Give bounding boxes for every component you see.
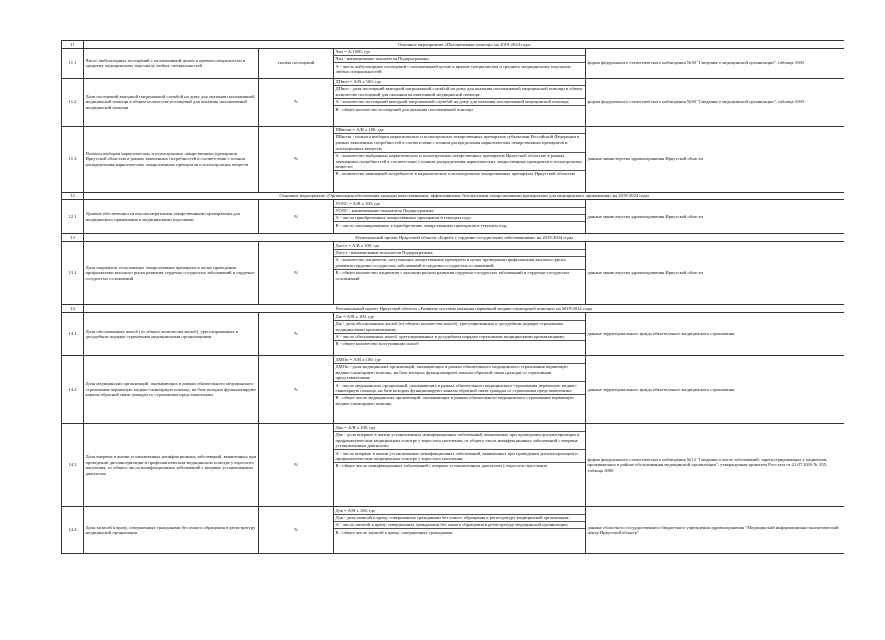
section-number: 11 xyxy=(62,41,84,49)
indicator-row xyxy=(62,356,845,424)
formula-line: А - число медицинских организаций, оказывающих в рамках обязательного медицинского страхования первичную медико-санитарную помощь, на базе которых функционируют каналы обратной связи граждан со страховыми представителями; xyxy=(334,382,585,395)
indicator-row xyxy=(62,424,845,507)
indicator-row xyxy=(62,200,845,234)
indicator-number: 13.1 xyxy=(62,242,84,305)
formula-line: Дво - доля впервые в жизни установленных неинфекционных заболеваний, выявленных при проведении диспансеризации и профилактическом медицинском осмотре у взрослого населения, от общего числа неинфекционных заболеваний с впервые установленным диагнозом; xyxy=(334,432,585,451)
section-number: 13 xyxy=(62,234,84,242)
formula-line: В - общее количество посещений для оказания паллиативной помощи xyxy=(335,106,473,112)
indicator-number: 11.1 xyxy=(62,48,84,78)
indicator-unit: % xyxy=(259,507,334,554)
section-row xyxy=(62,192,845,200)
indicator-source: форма федерального статистического наблюдения №12 "Сведения о числе заболеваний, зарегистрированных у пациентов, проживающих в районе обслуживания медицинской организации", утвержденная приказом Росстата от 21.07.2016 № 355, таблица 3000 xyxy=(586,424,845,507)
indicator-number: 14.2 xyxy=(62,356,84,424)
formula-line: Дпссз - наименование показателя Подпрограммы; xyxy=(334,250,585,257)
formula-line: А - число амбулаторных посещений с паллиативной целью к врачам-специалистам и среднего медицинскому персоналу любых специальностей xyxy=(335,63,572,75)
formula-line: В - общее количество поступивших жалоб xyxy=(335,341,419,347)
formula-line: Дзв = А/В х 100, где xyxy=(334,507,585,514)
indicator-unit: тысяча посещений xyxy=(259,48,334,78)
indicator-number: 14.3 xyxy=(62,424,84,507)
formula-line: УОЛС - наименование показателя Подпрограммы; xyxy=(334,208,585,215)
formula-line: В - общее количество пациентов с высоким риском развития сердечно-сосудистых заболеваний и сердечно-сосудистых осложнений xyxy=(335,270,570,281)
formula-line: В - общее число медицинских организаций, оказывающих в рамках обязательного медицинского страхования первичную медико-санитарную помощь xyxy=(335,395,574,407)
document-page xyxy=(61,40,844,637)
formula-line: УОЛС = А/В х 100, где xyxy=(334,200,585,207)
section-number: 14 xyxy=(62,305,84,313)
indicator-unit: % xyxy=(259,356,334,424)
indicator-formula xyxy=(334,126,586,192)
indicator-name: Уровень обеспеченности высокозатратными лекарственными препаратами для медицинского применения и медицинскими изделиями xyxy=(84,200,259,234)
formula-line: А - число обоснованных жалоб, урегулированных в досудебном порядке страховыми медицинскими организациями; xyxy=(334,334,585,341)
indicator-formula xyxy=(334,242,586,305)
formula-line: Чап = А/1000, где xyxy=(334,49,585,56)
section-title: Основное мероприятие «Паллиативная помощь» на 2019-2024 годы xyxy=(84,41,845,49)
indicator-source: данные министерства здравоохранения Иркутской области xyxy=(586,126,845,192)
table-body xyxy=(62,41,845,554)
section-title: Региональный проект Иркутской области «Развитие системы оказания первичной медико-санитарной помощи» на 2019-2024 годы xyxy=(84,305,845,313)
formula-line: Дзв - доля записей к врачу, совершенных гражданами без очного обращения в регистратуру медицинской организации; xyxy=(334,515,585,522)
formula-line: ДМОп = А/В х 100, где xyxy=(334,356,585,363)
indicator-name: Доля пациентов, получающих лекарственные препараты в целях проведения профилактики высокого риска развития сердечно сосудистых заболеваний и сердечно-сосудистых осложнений xyxy=(84,242,259,305)
formula-line: В - количество заявленной потребности в наркотических и психотропных лекарственных препаратах Иркутской областью xyxy=(335,171,576,177)
formula-line: В - общее число записей к врачу, совершенных гражданами xyxy=(335,529,453,535)
indicator-source: форма федерального статистического наблюдения №30 "Сведения о медицинской организации", таблица 3100 xyxy=(586,78,845,126)
formula-line: ДМОп - доля медицинских организаций, оказывающих в рамках обязательного медицинского страхования первичную медико-санитарную помощь, на базе которых функционируют каналы обратной связи граждан со страховыми представителями; xyxy=(334,364,585,383)
section-row xyxy=(62,305,845,313)
indicator-formula xyxy=(334,48,586,78)
section-title: Основное мероприятие «Организация обеспечения граждан качественными, эффективными, безопасными лекарственными препаратами для медицинского применения» на 2019-2024 годы xyxy=(84,192,845,200)
indicator-formula xyxy=(334,356,586,424)
indicator-formula xyxy=(334,507,586,554)
indicator-source: данные министерства здравоохранения Иркутской области xyxy=(586,200,845,234)
indicator-formula xyxy=(334,424,586,507)
section-row xyxy=(62,41,845,49)
indicator-number: 12.1 xyxy=(62,200,84,234)
indicator-unit: % xyxy=(259,313,334,356)
indicator-name: Число амбулаторных посещений с паллиативной целью к врачам-специалистам и среднему медицинскому персоналу любых специальностей xyxy=(84,48,259,78)
formula-line: А - количество пациентов, получающих лекарственные препараты в целях проведения профилактики высокого риска развития сердечно-сосудистых заболеваний и сердечно-сосудистых осложнений; xyxy=(334,257,585,270)
formula-line: Дж - доля обоснованных жалоб (от общего количества жалоб), урегулированных в досудебном порядке страховыми медицинскими организациями; xyxy=(334,321,585,334)
indicator-source: форма федерального статистического наблюдения №30 "Сведения о медицинской организации", таблица 3100 xyxy=(586,48,845,78)
indicator-name: Доля впервые в жизни установленных неинфекционных заболеваний, выявленных при проведении диспансеризации и профилактическом медицинском осмотре у взрослого населения, от общего числа неинфекционных заболеваний с впервые установленным диагнозом xyxy=(84,424,259,507)
indicator-unit: % xyxy=(259,242,334,305)
indicator-formula xyxy=(334,313,586,356)
formula-line: А - количество посещений выездной патронажной службой на дому для оказания паллиативной медицинской помощи; xyxy=(334,99,585,106)
indicator-row xyxy=(62,48,845,78)
indicator-row xyxy=(62,126,845,192)
formula-line: В - число запланированных к приобретению лекарственных препаратов в текущем году xyxy=(335,222,508,228)
formula-line: А - число записей к врачу, совершенных гражданами без очного обращения в регистратуру медицинской организации; xyxy=(334,522,585,529)
formula-line: Дво = А/В х 100, где xyxy=(334,424,585,431)
formula-line: А - число приобретенных лекарственных препаратов в текущем году; xyxy=(334,215,585,222)
indicator-number: 11.3 xyxy=(62,126,84,192)
indicator-row xyxy=(62,507,845,554)
indicator-formula xyxy=(334,78,586,126)
section-number: 12 xyxy=(62,192,84,200)
formula-line: А - количество выбранных наркотических и психотропных лекарственных препаратов Иркутской областью в рамках заявленных потребностей в соответствии с планом распределения наркотических лекарственных препаратов и психотропных веществ; xyxy=(334,153,585,172)
formula-line: ПВнсип = А/В х 100, где xyxy=(334,127,585,134)
indicator-source: данные территориального фонда обязательного медицинского страхования xyxy=(586,356,845,424)
indicator-unit: % xyxy=(259,78,334,126)
indicator-source: данные областного государственного бюджетного учреждения здравоохранения "Медицинский информационно-аналитический центр Иркутской области" xyxy=(586,507,845,554)
formula-line: ДПвсп - доля посещений выездной патронажной службой на дому для оказания паллиативной медицинской помощи в общем количестве посещений для оказания паллиативной медицинской помощи; xyxy=(334,86,585,99)
section-title: Региональный проект Иркутской области «Борьба с сердечно-сосудистыми заболеваниями» на 2019-2024 годы xyxy=(84,234,845,242)
indicator-number: 14.4 xyxy=(62,507,84,554)
formula-line: ДПвсп = А/В х 100, где xyxy=(334,79,585,86)
indicator-unit: % xyxy=(259,200,334,234)
indicator-formula xyxy=(334,200,586,234)
indicator-row xyxy=(62,242,845,305)
formula-line: Чап - наименование показателя Подпрограммы; xyxy=(334,56,585,63)
formula-line: ПВнсип - полнота выборки наркотических и психотропных лекарственных препаратов субъектами Российской Федерации в рамках заявленных потребностей в соответствии с планом распределения наркотических лекарственных препаратов и психотропных веществ; xyxy=(334,134,585,153)
indicator-name: Доля посещений выездной патронажной службой на дому для оказания паллиативной медицинской помощи в общем количестве посещений для оказания паллиативной медицинской помощи xyxy=(84,78,259,126)
indicator-unit: % xyxy=(259,424,334,507)
section-row xyxy=(62,234,845,242)
indicator-table xyxy=(61,40,844,554)
indicator-source: данные территориального фонда обязательного медицинского страхования xyxy=(586,313,845,356)
formula-line: В - общее число неинфекционных заболеваний с впервые установленным диагнозом у взрослого населения xyxy=(335,463,547,469)
indicator-source: данные министерства здравоохранения Иркутской области xyxy=(586,242,845,305)
indicator-number: 11.2 xyxy=(62,78,84,126)
indicator-number: 14.1 xyxy=(62,313,84,356)
indicator-name: Доля записей к врачу, совершенных гражданами без очного обращения в регистратуру медицинской организации xyxy=(84,507,259,554)
indicator-row xyxy=(62,313,845,356)
formula-line: Дж = А/В х 100, где xyxy=(334,313,585,320)
indicator-unit: % xyxy=(259,126,334,192)
indicator-name: Полнота выборки наркотических и психотропных лекарственных препаратов Иркутской областью в рамках заявленных потребностей в соответствии с планом распределения наркотических лекарственных препаратов и психотропных веществ xyxy=(84,126,259,192)
indicator-row xyxy=(62,78,845,126)
formula-line: Дпссз = А/В х 100, где xyxy=(334,242,585,249)
indicator-name: Доля обоснованных жалоб (от общего количества жалоб), урегулированных в досудебном порядке страховыми медицинскими организациями xyxy=(84,313,259,356)
formula-line: А - число впервые в жизни установленных неинфекционных заболеваний, выявленных при проведении диспансеризации и профилактическом медицинском осмотре у взрослого населения; xyxy=(334,450,585,463)
indicator-name: Доля медицинских организаций, оказывающих в рамках обязательного медицинского страхования первичную медико-санитарную помощь, на базе которых функционируют каналы обратной связи граждан со страховыми представителями xyxy=(84,356,259,424)
